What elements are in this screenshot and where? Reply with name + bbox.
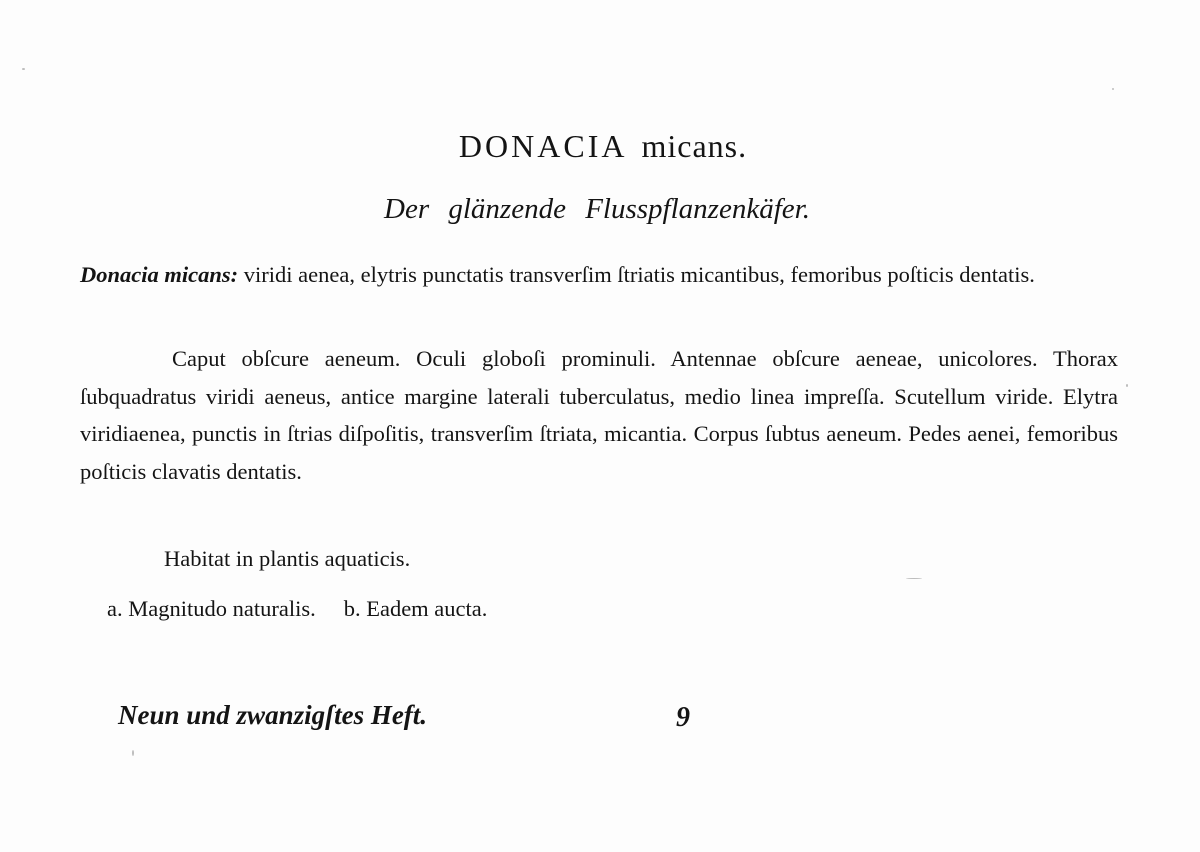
figure-a: a. Magnitudo naturalis.: [107, 596, 316, 621]
diagnosis-text: viridi aenea, elytris punctatis transverſim ſtriatis micantibus, femoribus poſticis dentatis.: [243, 262, 1035, 287]
sheet-number: 9: [676, 702, 690, 733]
issue-signature: Neun und zwanzigſtes Heft.: [118, 700, 428, 730]
scan-speck: [1126, 384, 1128, 387]
figure-b: b. Eadem aucta.: [343, 596, 488, 621]
diagnosis-lead: Donacia micans:: [80, 262, 239, 287]
figure-legend: [107, 596, 487, 622]
species-description: Caput obſcure aeneum. Oculi globoſi prominuli. Antennae obſcure aeneae, unicolores. Thorax ſubquadratus viridi aeneus, antice margine laterali tuberculatus, medio linea impreſſa. Scutellum viride. Elytra viridiaenea, punctis in ſtrias diſpoſitis, transverſim ſtriata, micantia. Corpus ſubtus aeneum. Pedes aenei, femoribus poſticis clavatis dentatis.: [80, 346, 1118, 484]
subtitle-word-der: Der: [384, 193, 430, 225]
scan-speck: [22, 68, 25, 70]
title-genus: DONACIA: [458, 128, 628, 164]
title-species: micans.: [641, 128, 748, 164]
page-subtitle: [0, 193, 1197, 226]
page-title: [3, 128, 1200, 165]
scan-speck: [132, 750, 134, 756]
species-diagnosis: [80, 256, 1180, 294]
scan-speck: [906, 578, 922, 579]
habitat-line: Habitat in plantis aquaticis.: [164, 546, 411, 571]
subtitle-word-flusspflanzenkaefer: Flusspflanzenkäfer.: [585, 193, 810, 225]
scan-speck: [1112, 88, 1114, 90]
subtitle-word-glaenzende: glänzende: [448, 193, 566, 225]
